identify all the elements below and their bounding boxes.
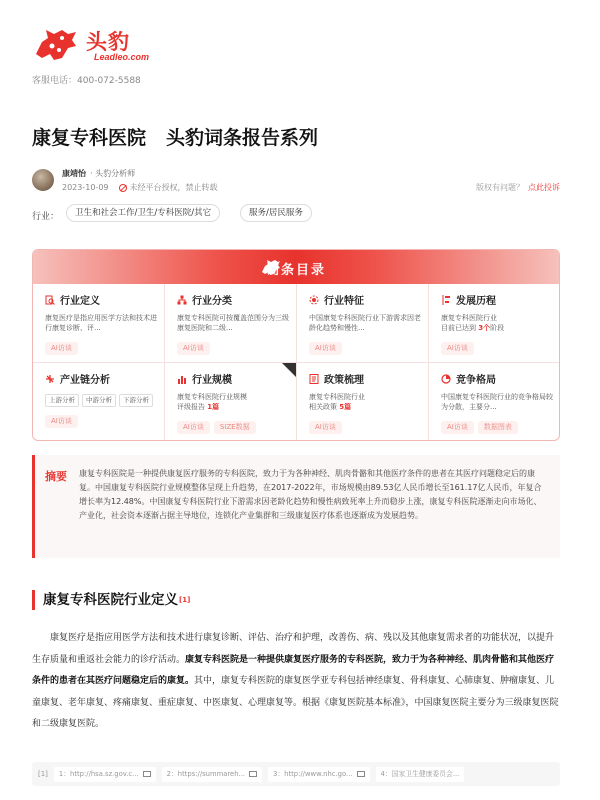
section-heading: 康复专科医院行业定义 xyxy=(43,592,178,608)
industry-tag[interactable]: 卫生和社会工作/卫生/专科医院/其它 xyxy=(66,204,220,222)
downstream-tag[interactable]: 下游分析 xyxy=(119,394,153,407)
catalog-item-title: 竞争格局 xyxy=(456,375,496,386)
ai-interview-chip[interactable]: AI访谈 xyxy=(441,421,474,434)
reference-index: [1] xyxy=(38,770,48,778)
catalog-item-title: 行业特征 xyxy=(324,296,364,307)
catalog-item-desc: 康复专科医院可按覆盖范围分为三级康复医院和二级... xyxy=(177,314,289,332)
hierarchy-icon xyxy=(177,295,187,305)
upstream-tag[interactable]: 上游分析 xyxy=(45,394,79,407)
industry-label: 行业： xyxy=(32,212,60,222)
section-title xyxy=(32,590,190,610)
catalog-item-chain[interactable] xyxy=(33,363,165,441)
catalog-item-features[interactable] xyxy=(297,284,429,363)
abstract-label: 摘要 xyxy=(45,470,67,483)
image-icon xyxy=(143,771,151,777)
desc-suffix: 阶段 xyxy=(490,324,505,332)
catalog-item-title: 产业链分析 xyxy=(60,375,110,386)
author-name: 康靖怡 xyxy=(62,169,86,178)
catalog-item-desc: 中国康复专科医院行业的竞争格局较为分散，主要分... xyxy=(441,393,553,411)
publish-date: 2023-10-09 xyxy=(62,183,109,192)
desc-mid: 相关政策 xyxy=(309,403,340,411)
abstract-text: 康复专科医院是一种提供康复医疗服务的专科医院，致力于为各种神经、肌肉骨骼和其他医疗条件的患者在其医疗问题稳定后的康复。中国康复专科医院行业规模整体呈现上升趋势，在2017-2022年，市场规模由89.53亿人民币增长至161.17亿人民币，年复合增长率为12.48%。中国康复专科医院行业下游需求因老龄化趋势和慢性病致死率上升而稳步上涨，康复专科医院逐渐走向市场化、产业化，社会资本逐渐占据主导地位，连锁化产业集群和三级康复医疗体系也逐渐成为发展趋势。 xyxy=(79,469,542,520)
reference-link[interactable] xyxy=(268,767,370,782)
reference-link[interactable] xyxy=(54,767,156,782)
body-sentence-2: 其中，康复专科医院的康复医学亚专科包括神经康复、骨科康复、心肺康复、肿瘤康复、儿童康复、老年康复、疼痛康复、重症康复、中医康复、心理康复等。根据《康复医院基本标准》，中国康复医院主要分为三级康复医院和二级康复医院。 xyxy=(32,676,559,729)
body-bold-sentence: 康复专科医院是一种提供康复医疗服务的专科医院，致力于为各种神经、肌肉骨骼和其他医疗条件的患者在其医疗问题稳定后的康复。 xyxy=(32,654,555,686)
desc-mid: 目前已达到 xyxy=(441,324,479,332)
catalog-item-policy[interactable] xyxy=(297,363,429,441)
ai-interview-chip[interactable]: AI访谈 xyxy=(177,342,210,355)
report-series: 头豹词条报告系列 xyxy=(166,127,319,149)
catalog-item-definition[interactable] xyxy=(33,284,165,363)
catalog-grid xyxy=(33,284,560,441)
ai-interview-chip[interactable]: AI访谈 xyxy=(309,421,342,434)
catalog-item-title: 行业分类 xyxy=(192,296,232,307)
pie-icon xyxy=(441,374,451,384)
image-icon xyxy=(357,771,365,777)
page-title xyxy=(32,123,318,150)
ai-interview-chip[interactable]: AI访谈 xyxy=(177,421,210,434)
bar-chart-icon xyxy=(177,374,187,384)
complaint-link[interactable]: 点此投诉 xyxy=(528,183,560,192)
corner-badge xyxy=(282,363,296,377)
complaint xyxy=(476,182,560,193)
catalog-item-title: 行业定义 xyxy=(60,296,100,307)
feature-icon xyxy=(309,295,319,305)
catalog-item-title: 政策梳理 xyxy=(324,375,364,386)
reference-text: 1：http://hsa.sz.gov.c... xyxy=(58,769,139,778)
reference-link[interactable] xyxy=(162,767,262,782)
ai-interview-chip[interactable]: AI访谈 xyxy=(45,415,78,428)
catalog-item-competition[interactable] xyxy=(429,363,560,441)
catalog-item-history[interactable] xyxy=(429,284,560,363)
hotline-label: 客服电话： xyxy=(32,76,78,86)
hotline xyxy=(32,73,141,86)
complaint-prefix: 版权有问题？ xyxy=(476,183,524,192)
meta-line xyxy=(62,182,218,193)
search-doc-icon xyxy=(45,295,55,305)
timeline-icon xyxy=(441,295,451,305)
hotline-number: 400-072-5588 xyxy=(77,76,141,86)
copyright-warning xyxy=(119,182,218,193)
catalog-item-title: 发展历程 xyxy=(456,296,496,307)
avatar xyxy=(32,169,54,191)
industry-tag[interactable]: 服务/居民服务 xyxy=(240,204,312,222)
author-line xyxy=(62,168,135,179)
reference-text: 2：https://summareh... xyxy=(166,769,246,778)
catalog-item-desc: 康复医疗是指应用医学方法和技术进行康复诊断、评... xyxy=(45,314,157,332)
policy-icon xyxy=(309,374,319,384)
reference-text: 4：国家卫生健康委员会... xyxy=(380,769,460,778)
catalog-item-scale[interactable] xyxy=(165,363,297,441)
catalog-item-desc xyxy=(309,392,421,412)
catalog-panel xyxy=(32,249,560,441)
desc-mid: 评级报告 xyxy=(177,403,208,411)
author-role: · 头豹分析师 xyxy=(90,169,136,178)
data-chart-chip[interactable]: 数据图表 xyxy=(478,421,518,434)
chain-tags xyxy=(45,394,164,407)
abstract-box xyxy=(32,455,560,558)
policy-count: 5篇 xyxy=(339,403,352,411)
footnote-ref[interactable]: [1] xyxy=(179,596,191,604)
ai-interview-chip[interactable]: AI访谈 xyxy=(441,342,474,355)
body-sentence-1: 康复医疗是指应用医学方法和技术进行康复诊断、评估、治疗和护理，改善伤、病、残以及其他康复需求者的功能状况，以提升生存质量和重返社会能力的诊疗活动。 xyxy=(32,633,555,665)
desc-prefix: 康复专科医院行业 xyxy=(309,393,365,401)
catalog-item-desc xyxy=(441,313,553,333)
brand-name-cn: 头豹 xyxy=(86,30,130,54)
section-body xyxy=(32,628,560,736)
reference-text: 3：http://www.nhc.go... xyxy=(273,769,353,778)
catalog-item-desc xyxy=(177,392,289,412)
warning-text: 未经平台授权，禁止转载 xyxy=(129,183,218,192)
ai-interview-chip[interactable]: AI访谈 xyxy=(309,342,342,355)
brand-name-en: Leadleo.com xyxy=(94,52,150,62)
midstream-tag[interactable]: 中游分析 xyxy=(82,394,116,407)
catalog-item-desc: 中国康复专科医院行业下游需求因老龄化趋势和慢性... xyxy=(309,314,421,332)
catalog-item-title: 行业规模 xyxy=(192,375,232,386)
report-count: 1篇 xyxy=(207,403,220,411)
ai-interview-chip[interactable]: AI访谈 xyxy=(45,342,78,355)
size-data-chip[interactable]: SIZE数据 xyxy=(214,421,256,434)
catalog-title: 词条目录 xyxy=(265,263,326,278)
stage-count: 3个 xyxy=(478,324,491,332)
reference-bar xyxy=(32,762,560,786)
desc-prefix: 康复专科医院行业规模 xyxy=(177,393,247,401)
catalog-header xyxy=(33,250,559,284)
report-title: 康复专科医院 xyxy=(32,127,147,149)
desc-prefix: 康复专科医院行业 xyxy=(441,314,497,322)
image-icon xyxy=(249,771,257,777)
chain-icon xyxy=(45,374,55,384)
reference-link[interactable] xyxy=(376,767,465,782)
leopard-logo-icon xyxy=(32,24,78,64)
leadleo-logo[interactable] xyxy=(32,24,152,66)
catalog-item-classification[interactable] xyxy=(165,284,297,363)
ban-icon xyxy=(119,184,127,192)
